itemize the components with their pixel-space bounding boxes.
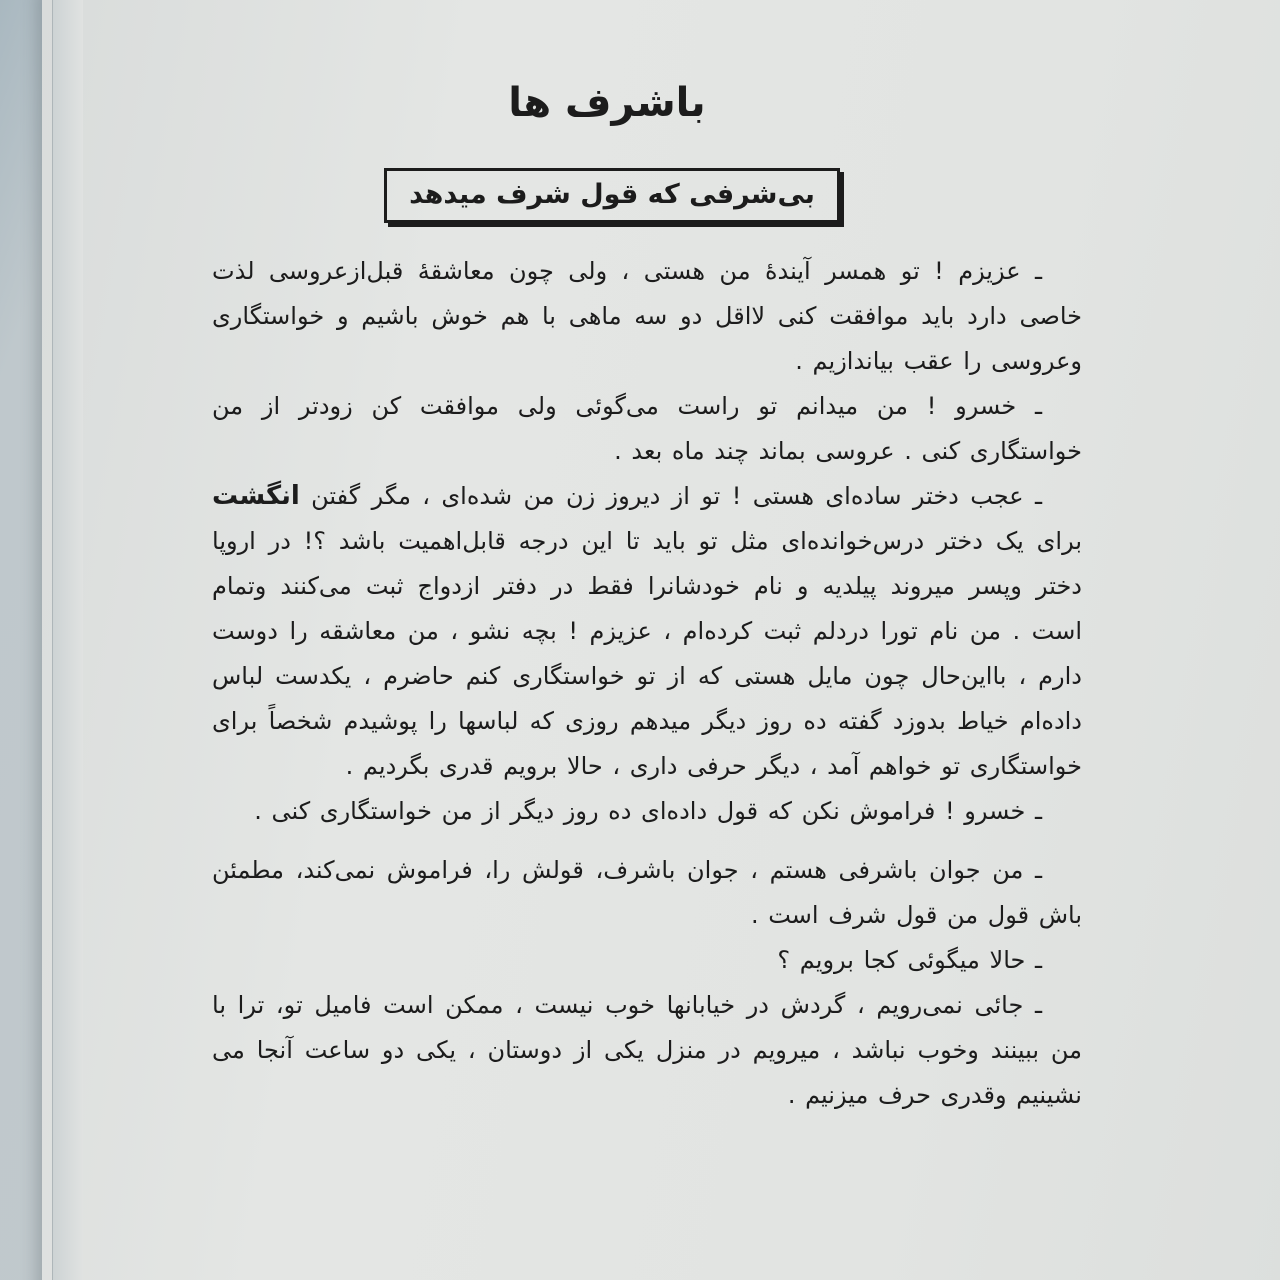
paragraph: ـ جائی نمی‌رویم ، گردش در خیابانها خوب نیست ، ممکن است فامیل تو، ترا با من ببینند وخوب نباشد ، میرویم در منزل یکی از دوستان ، یکی دو ساعت آنجا می نشینیم وقدری حرف میزنیم . bbox=[212, 991, 1082, 1109]
paragraph-text: ـ عجب دختر ساده‌ای هستی ! تو از دیروز زن من شده‌ای ، مگر گفتن bbox=[311, 482, 1042, 510]
chapter-title: باشرف ها bbox=[508, 80, 706, 126]
paragraph bbox=[212, 474, 1082, 789]
page-content bbox=[212, 80, 1082, 1118]
subtitle-box: بی‌شرفی که قول شرف میدهد bbox=[384, 168, 840, 223]
paragraph: ـ من جوان باشرفی هستم ، جوان باشرف، قولش را، فراموش نمی‌کند، مطمئن باش قول من قول شرف است . bbox=[212, 856, 1082, 929]
paragraphs bbox=[212, 249, 1082, 1118]
paragraph: ـ خسرو ! فراموش نکن که قول داده‌ای ده روز دیگر از من خواستگاری کنی . bbox=[254, 797, 1042, 825]
subtitle-wrap bbox=[212, 168, 1082, 223]
bold-word: انگشت bbox=[212, 481, 300, 511]
paragraph: ـ عزیزم ! تو همسر آیندهٔ من هستی ، ولی چون معاشقهٔ قبل‌ازعروسی لذت خاصی دارد باید موافقت کنی لااقل دو سه ماهی با هم خوش باشیم و خواستگاری وعروسی را عقب بیاندازیم . bbox=[212, 257, 1082, 375]
paragraph: ـ حالا میگوئی کجا برویم ؟ bbox=[777, 946, 1042, 974]
page-edge bbox=[52, 0, 83, 1280]
paragraph: ـ خسرو ! من میدانم تو راست می‌گوئی ولی موافقت کن زودتر از من خواستگاری کنی . عروسی بماند چند ماه بعد . bbox=[212, 392, 1082, 465]
book-page bbox=[42, 0, 1280, 1280]
paragraph-text: برای یک دختر درس‌خوانده‌ای مثل تو باید تا این درجه قابل‌اهمیت باشد ؟! در اروپا دختر وپسر میروند پیلدیه و نام خودشانرا فقط در دفتر ازدواج ثبت می‌کنند وتمام است . من نام تورا دردلم ثبت کرده‌ام ، عزیزم ! بچه نشو ، من معاشقه را دوست دارم ، بااین‌حال چون مایل هستی که از تو خواستگاری کنم حاضرم ، یکدست لباس داده‌ام خیاط بدوزد گفته ده روز دیگر میدهم روزی که لباسها را پوشیدم شخصاً برای خواستگاری تو خواهم آمد ، دیگر حرفی داری ، حالا برویم قدری بگردیم . bbox=[212, 527, 1082, 780]
